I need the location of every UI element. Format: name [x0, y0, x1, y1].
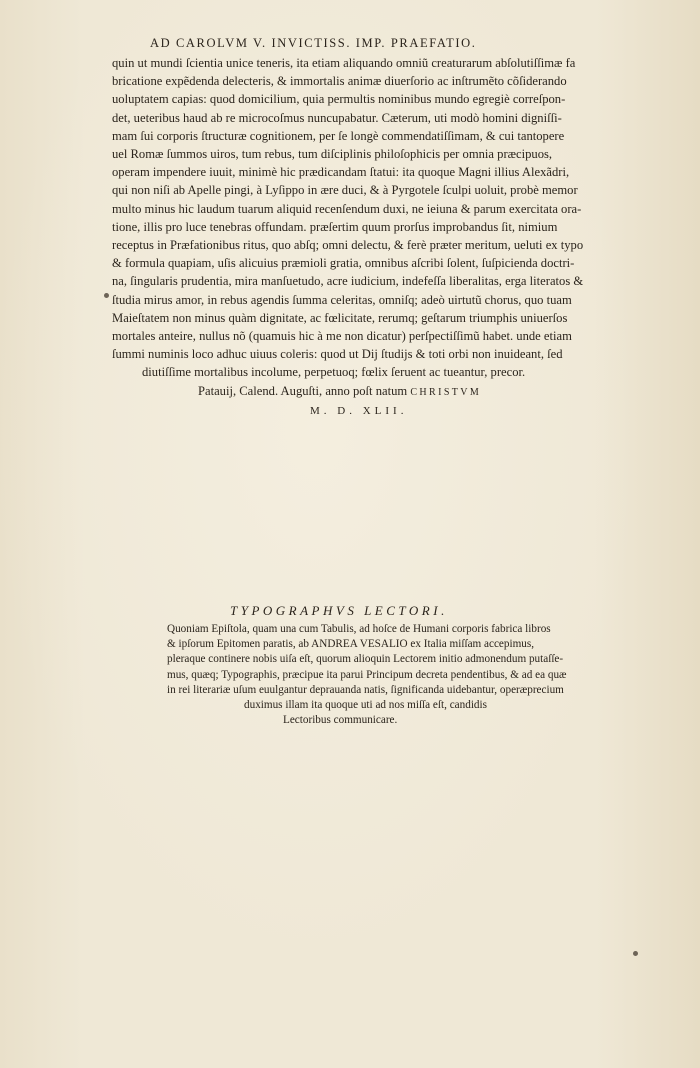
typographer-line: in rei literariæ uſum euulgantur deprauanda natis, ſignificanda uidebantur, operæprecium [167, 683, 564, 696]
typographer-line: Lectoribus communicare. [283, 714, 398, 727]
preface-line: operam impendere iuuit, minimè hic prædicandam ſtatui: ita quoque Magni illius Alexãdri, [112, 165, 570, 180]
typographer-line: pleraque continere nobis uiſa eſt, quorum alioquin Lectorem initio admonendum putaſſe- [167, 653, 564, 666]
dateline [112, 382, 617, 402]
typographer-line: duximus illam ita quoque uti ad nos miſſa eſt, candidis [244, 699, 487, 712]
preface-line: receptus in Præfationibus ritus, quo abſq; omni delectu, & ferè præter meritum, ueluti ex typo [112, 238, 584, 253]
year-line: M. D. XLII. [310, 404, 408, 417]
preface-line: diutiſſime mortalibus incolume, perpetuoq; fœlix ſeruent ac tueantur, precor. [142, 365, 526, 380]
dateline-text: Patauij, Calend. Auguſti, anno poſt natum [198, 383, 408, 398]
preface-line: quin ut mundi ſcientia unice teneris, ita etiam aliquando omniũ creaturarum abſolutiſſimæ fa [112, 56, 576, 70]
preface-line: uoluptatem capias: quod domicilium, quia permultis nominibus mundo egregiè correſpon- [112, 92, 566, 107]
preface-line: uel Romæ ſummos uiros, tum rebus, tum diſciplinis philoſophicis per omnia præcipuos, [112, 147, 553, 162]
preface-line: multo minus hic laudum tuarum aliquid recenſendum duxi, ne ieiuna & parum exercitata ora- [112, 201, 582, 216]
preface-line: & formula quapiam, uſis alicuius præmioli gratia, omnibus aſcribi ſolent, ſuſpicienda doctri- [112, 256, 575, 271]
preface-line: bricatione expẽdenda delecteris, & immortalis animæ diuerſorio ac inſtrumẽto cõſiderando [112, 74, 567, 89]
preface-line: ſummi numinis loco adhuc uiuus coleris: quod ut Dij ſtudijs & toti orbi non inuideant, ſed [112, 347, 563, 362]
typographer-line: Quoniam Epiſtola, quam una cum Tabulis, ad hoſce de Humani corporis fabrica libros [167, 623, 551, 635]
preface-line: qui non niſi ab Apelle pingi, à Lyſippo in ære duci, & à Pyrgotele ſculpi uoluit, probè memor [112, 183, 578, 198]
ink-speck [104, 293, 109, 298]
preface-line: mortales anteire, nullus nõ (quamuis hic à me non dicatur) perſpectiſſimũ habet. unde etiam [112, 329, 572, 344]
typographer-line: & ipſorum Epitomen paratis, ab ANDREA VESALIO ex Italia miſſam accepimus, [167, 638, 535, 651]
preface-line: na, ſingularis prudentia, mira manſuetudo, acre iudicium, indefeſſa liberalitas, erga literatos & [112, 274, 584, 289]
typographer-heading: TYPOGRAPHVS LECTORI. [230, 603, 448, 618]
typographer-note [167, 622, 587, 728]
running-head: AD CAROLVM V. INVICTISS. IMP. PRAEFATIO. [150, 36, 477, 50]
dateline-caps: CHRISTVM [410, 386, 482, 398]
preface-line: mam ſui corporis ſtructuræ cognitionem, per ſe longè commendatiſſimam, & cui tantopere [112, 128, 565, 143]
preface-text-block [112, 54, 617, 420]
preface-line: det, ueteribus haud ab re microcoſmus nuncupabatur. Cæterum, uti modò homini digniſſi- [112, 110, 562, 125]
preface-line: ſtudia mirus amor, in rebus agendis ſumma celeritas, omniſq; adeò uirtutũ chorus, quo tuam [112, 292, 572, 307]
preface-line: tione, illis pro luce tenebras offundam. præſertim quum prorſus improbandus ſit, nimium [112, 219, 558, 234]
preface-line: Maieſtatem non minus quàm dignitate, ac fœlicitate, rerumq; geſtarum triumphis uniuerſos [112, 310, 568, 325]
ink-speck [633, 951, 638, 956]
typographer-line: mus, quæq; Typographis, præcipue ita parui Principum decreta pendentibus, & ad ea quæ [167, 668, 567, 681]
